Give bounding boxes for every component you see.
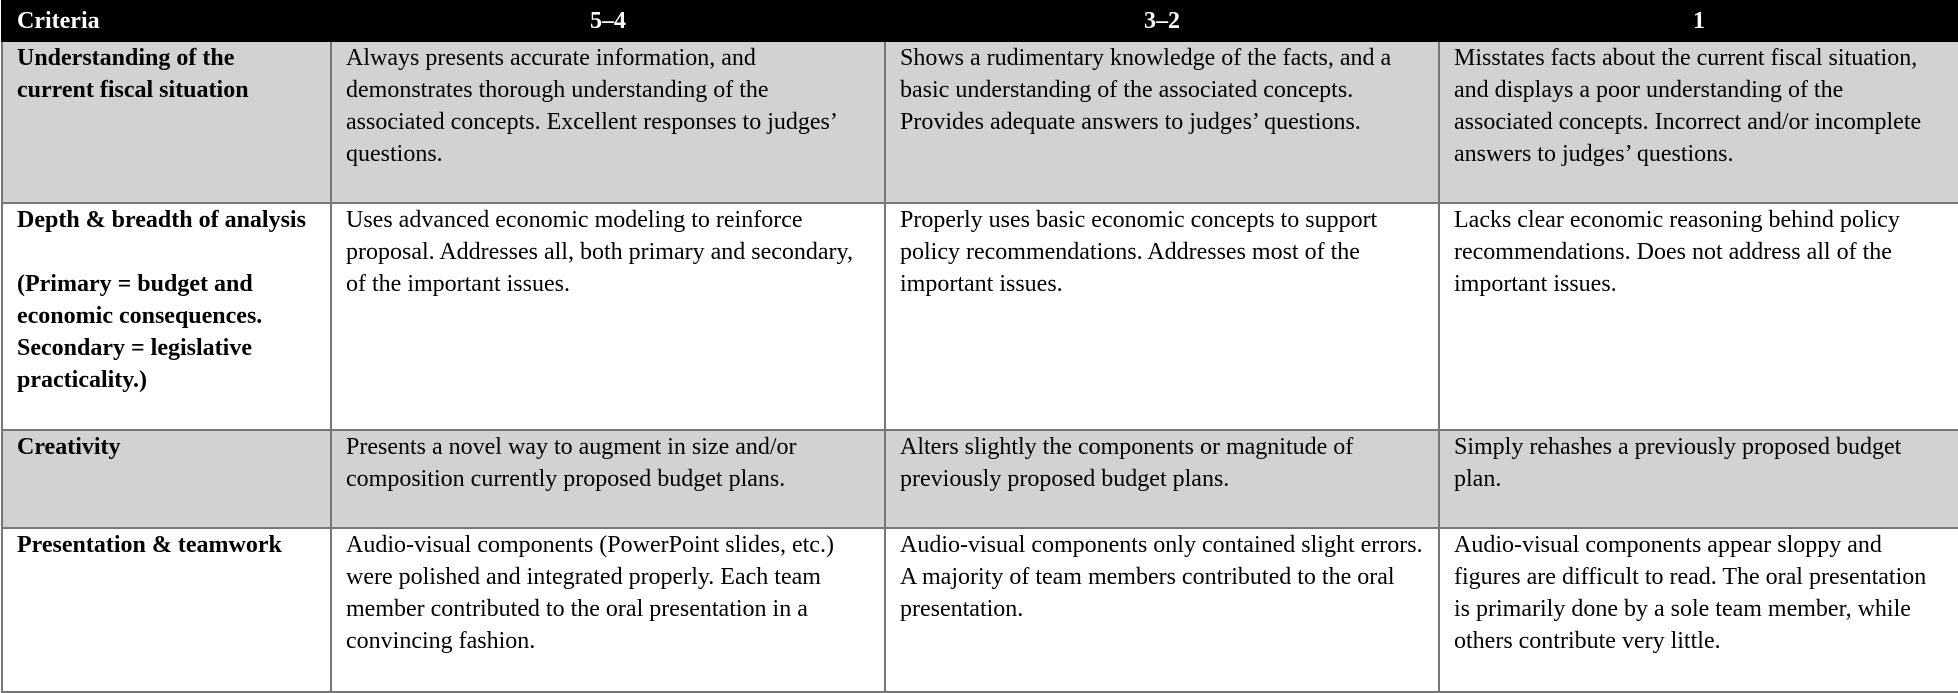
criteria-header: Criteria	[2, 1, 331, 41]
criterion-cell	[2, 528, 331, 692]
criterion-cell	[2, 430, 331, 528]
table-row	[2, 203, 1958, 430]
criterion-label: Depth & breadth of analysis	[17, 207, 306, 233]
criterion-label: Creativity	[17, 434, 121, 460]
table-row	[2, 430, 1958, 528]
score-5-4-cell: Always presents accurate information, and demonstrates thorough understanding of the associated concepts. Excellent responses to judges’ questions.	[331, 41, 885, 203]
score-3-2-cell: Properly uses basic economic concepts to support policy recommendations. Addresses most of the important issues.	[885, 203, 1439, 430]
score-1-cell: Audio-visual components appear sloppy and figures are difficult to read. The oral presentation is primarily done by a sole team member, while others contribute very little.	[1439, 528, 1958, 692]
score-5-4-cell: Audio-visual components (PowerPoint slides, etc.) were polished and integrated properly. Each team member contributed to the oral presentation in a convincing fashion.	[331, 528, 885, 692]
score-5-4-cell: Presents a novel way to augment in size and/or composition currently proposed budget plans.	[331, 430, 885, 528]
table-row	[2, 41, 1958, 203]
score-5-4-header: 5–4	[331, 1, 885, 41]
criterion-cell	[2, 41, 331, 203]
header-row	[2, 1, 1958, 41]
rubric-table	[1, 0, 1958, 693]
criterion-label: Understanding of the current fiscal situation	[17, 45, 249, 103]
criterion-label: Presentation & teamwork	[17, 532, 282, 558]
score-1-header: 1	[1439, 1, 1958, 41]
score-3-2-cell: Audio-visual components only contained slight errors. A majority of team members contributed to the oral presentation.	[885, 528, 1439, 692]
criterion-cell	[2, 203, 331, 430]
score-3-2-cell: Shows a rudimentary knowledge of the facts, and a basic understanding of the associated concepts. Provides adequate answers to judges’ questions.	[885, 41, 1439, 203]
score-1-cell: Misstates facts about the current fiscal situation, and displays a poor understanding of the associated concepts. Incorrect and/or incomplete answers to judges’ questions.	[1439, 41, 1958, 203]
score-5-4-cell: Uses advanced economic modeling to reinforce proposal. Addresses all, both primary and secondary, of the important issues.	[331, 203, 885, 430]
score-3-2-header: 3–2	[885, 1, 1439, 41]
score-1-cell: Lacks clear economic reasoning behind policy recommendations. Does not address all of the important issues.	[1439, 203, 1958, 430]
table-row	[2, 528, 1958, 692]
criterion-note: (Primary = budget and economic consequences. Secondary = legislative practicality.)	[17, 271, 263, 393]
score-3-2-cell: Alters slightly the components or magnitude of previously proposed budget plans.	[885, 430, 1439, 528]
score-1-cell: Simply rehashes a previously proposed budget plan.	[1439, 430, 1958, 528]
